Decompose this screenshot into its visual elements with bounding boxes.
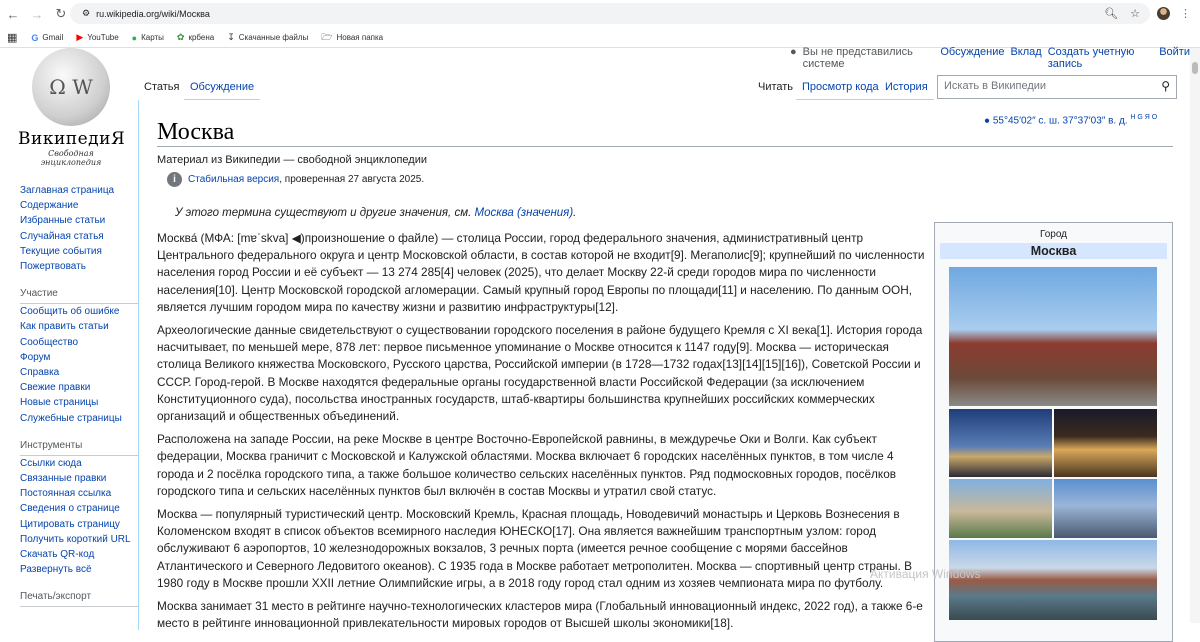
- not-logged-in: Вы не представились системе: [802, 46, 913, 70]
- divider: [20, 606, 138, 607]
- stable-version-notice: [167, 172, 424, 187]
- bookmarks-bar: [0, 28, 1200, 48]
- coordinates-text[interactable]: 55°45′02″ с. ш. 37°37′03″ в. д.: [992, 115, 1128, 127]
- url-text[interactable]: ru.wikipedia.org/wiki/Москва: [96, 8, 210, 19]
- sidebar-item-main-page[interactable]: Заглавная страница: [20, 185, 115, 196]
- tab-history[interactable]: История: [879, 76, 934, 100]
- address-bar[interactable]: [70, 3, 1150, 24]
- wiki-search-input[interactable]: [937, 75, 1177, 99]
- map-service-links[interactable]: H G Я O: [1130, 114, 1158, 121]
- sidebar-item-short-url[interactable]: Получить короткий URL: [20, 533, 131, 545]
- paragraph-geography: Расположена на западе России, на реке Москве в центре Восточно-Европейской равнины, в междуречье Оки и Волги. Как субъект федерации, Москва граничит с Московской и Калужской областями. Москва включает 6 городских населённых пунктов, в том числе 4 города и 2 посёлка городского типа, а также большое количество сельских населённых пунктов. Ряд подмосковных городов, посёлков городского типа и сельских населённых пунктов был включён в состав Москвы и утратил свой статус.: [157, 432, 897, 498]
- article-body: [157, 230, 927, 638]
- sidebar-item-expand-all[interactable]: Развернуть всё: [20, 564, 92, 576]
- user-talk-link[interactable]: Обсуждение: [940, 46, 1005, 58]
- sidebar-item-what-links-here[interactable]: Ссылки сюда: [20, 457, 82, 469]
- stable-version-date: , проверенная 27 августа 2025.: [279, 174, 425, 185]
- bookmark-youtube[interactable]: ▶ YouTube: [76, 32, 119, 42]
- scrollbar[interactable]: [1190, 48, 1200, 623]
- bookmark-downloads[interactable]: ↧ Скачанные файлы: [227, 32, 309, 42]
- photo-red-square[interactable]: [949, 267, 1157, 406]
- sidebar-item-permanent-link[interactable]: Постоянная ссылка: [20, 488, 112, 500]
- sidebar-item-special-pages[interactable]: Служебные страницы: [20, 412, 122, 424]
- photo-mgu[interactable]: [949, 479, 1052, 538]
- bookmark-maps[interactable]: ● Карты: [131, 32, 164, 43]
- folder-icon: 🗁︎: [321, 31, 333, 42]
- wikipedia-globe-icon: Ω W: [32, 48, 110, 126]
- page-title: Москва: [157, 119, 235, 145]
- maps-pin-icon: ●: [131, 32, 138, 43]
- youtube-icon: ▶: [76, 32, 84, 42]
- info-icon: i: [167, 172, 182, 187]
- sidebar-heading-tools: Инструменты: [20, 439, 83, 451]
- create-account-link[interactable]: Создать учетную запись: [1047, 46, 1135, 70]
- sidebar-item-how-to-edit[interactable]: Как править статьи: [20, 321, 109, 333]
- bookmark-gmail[interactable]: G Gmail: [31, 32, 64, 43]
- sidebar-item-qr-code[interactable]: Скачать QR-код: [20, 548, 95, 560]
- tab-talk[interactable]: Обсуждение: [184, 76, 260, 100]
- sidebar-item-help[interactable]: Справка: [20, 367, 60, 379]
- zoom-icon[interactable]: 🔍︎: [1104, 8, 1119, 20]
- back-icon[interactable]: ←: [6, 6, 20, 22]
- sidebar-item-donate[interactable]: Пожертвовать: [20, 261, 86, 273]
- paragraph-intro: Москва́ (МФА: [mɐˈskva] ◀)произношение о файле) — столица России, город федерального значения, административный центр Центрального федерального округа и центр Московской области, в состав которой не входит[9]. Мегаполис[9]; крупнейший по численности населения город России и её субъект — 13 274 285[4] человек (2025), что делает Москву 22-й среди городов мира по численности населения[10]. Центр Московской городской агломерации. Самый крупный город Европы по площади[11] и населению. По данным ООН, является лучшим городом мира по качеству жизни и развитию инфраструктуры[12].: [157, 231, 925, 314]
- tab-article[interactable]: Статья: [138, 76, 185, 100]
- sidebar-item-random[interactable]: Случайная статья: [20, 230, 104, 242]
- user-icon: ●: [790, 46, 797, 58]
- sidebar-item-page-info[interactable]: Сведения о странице: [20, 503, 120, 515]
- hatnote: У этого термина существуют и другие значения, см. Москва (значения).: [175, 207, 577, 219]
- infobox-title: Москва: [940, 243, 1167, 259]
- google-icon: G: [31, 32, 39, 43]
- sidebar-item-recent-changes[interactable]: Свежие правки: [20, 382, 91, 394]
- user-links: [790, 46, 1190, 70]
- sidebar-item-current-events[interactable]: Текущие события: [20, 245, 102, 257]
- paragraph-innovation: Москва занимает 31 место в рейтинге научно-технологических кластеров мира (Глобальный инновационный индекс, 2022 год), а также 6-е место в рейтинге инновационной привлекательности мировых городов от Высшей школы экономики[18].: [157, 599, 923, 631]
- stable-version-link[interactable]: Стабильная версия: [188, 174, 280, 185]
- scrollbar-thumb[interactable]: [1192, 62, 1198, 74]
- sidebar-heading-participation: Участие: [20, 288, 58, 300]
- infobox-label: Город: [1039, 229, 1068, 240]
- sidebar-item-featured[interactable]: Избранные статьи: [20, 215, 106, 227]
- apps-icon[interactable]: ▦: [7, 32, 18, 44]
- tagline: Свободная энциклопедия: [40, 149, 102, 167]
- sidebar-item-related-changes[interactable]: Связанные правки: [20, 473, 107, 485]
- leaf-icon: ✿: [176, 32, 185, 42]
- windows-activation-watermark: Активация Windows: [870, 567, 981, 581]
- photo-moscow-city[interactable]: [1054, 479, 1157, 538]
- sidebar-item-community[interactable]: Сообщество: [20, 336, 79, 348]
- browser-toolbar: [0, 0, 1200, 28]
- wordmark: ВикипедиЯ: [18, 129, 126, 149]
- forward-icon[interactable]: →: [30, 6, 44, 22]
- from-wikipedia: Материал из Википедии — свободной энциклопедии: [157, 154, 427, 166]
- photo-bolshoi[interactable]: [1054, 409, 1157, 477]
- tab-view-source[interactable]: Просмотр кода: [796, 76, 885, 100]
- wikipedia-page: [0, 46, 1190, 631]
- sidebar-heading-print: Печать/экспорт: [20, 591, 92, 603]
- contributions-link[interactable]: Вклад: [1010, 46, 1042, 58]
- wikipedia-logo[interactable]: [18, 48, 126, 167]
- sidebar-item-contents[interactable]: Содержание: [20, 200, 79, 212]
- bookmark-krbena[interactable]: ✿ крбена: [176, 32, 215, 42]
- reload-icon[interactable]: ↻: [55, 6, 67, 21]
- tab-read[interactable]: Читать: [752, 76, 799, 100]
- sidebar: [20, 183, 138, 607]
- photo-cathedral[interactable]: [949, 409, 1052, 477]
- disambiguation-link[interactable]: Москва (значения): [474, 207, 574, 219]
- globe-pin-icon: ●: [984, 115, 991, 127]
- bookmark-new-folder[interactable]: 🗁︎ Новая папка: [321, 30, 383, 46]
- coordinates[interactable]: [984, 114, 1157, 126]
- sidebar-item-report-error[interactable]: Сообщить об ошибке: [20, 306, 120, 318]
- sidebar-item-forum[interactable]: Форум: [20, 351, 51, 363]
- profile-avatar[interactable]: [1157, 7, 1170, 20]
- site-info-icon[interactable]: ⚙: [82, 8, 91, 18]
- search-icon[interactable]: ⚲: [1161, 79, 1170, 93]
- login-link[interactable]: Войти: [1159, 46, 1190, 58]
- menu-icon[interactable]: ⋮: [1180, 8, 1191, 20]
- bookmark-star-icon[interactable]: ☆: [1130, 8, 1140, 20]
- search-placeholder: Искать в Википедии: [944, 80, 1047, 92]
- sidebar-item-cite[interactable]: Цитировать страницу: [20, 518, 120, 530]
- paragraph-tourism: Москва — популярный туристический центр. Московский Кремль, Красная площадь, Новодевичий монастырь и Церковь Вознесения в Коломенском входят в список объектов всемирного наследия ЮНЕСКО[17]. Она является важнейшим транспортным узлом: город обслуживают 6 аэропортов, 10 железнодорожных вокзалов, 3 речных порта (имеется речное сообщение с морями бассейнов Атлантического и Северного Ледовитого океанов). С 1935 года в Москве работает метрополитен. Москва — спортивный центр страны. В 1980 году в Москве прошли XXII летние Олимпийские игры, а в 2018 году город стал одним из хозяев чемпионата мира по футболу.: [157, 507, 912, 590]
- title-underline: [157, 146, 1173, 147]
- sidebar-item-new-pages[interactable]: Новые страницы: [20, 397, 99, 409]
- paragraph-history: Археологические данные свидетельствуют о существовании городского поселения в районе будущего Кремля с XI века[1]. История города насчитывает, по меньшей мере, 878 лет: первое письменное упоминание о Москве относится к 1147 году[9]. Москва — историческая столица Великого княжества Московского, Русского царства, Российской империи (в 1728—1732 годах[13][14][15][16]), Советской России и СССР. Город-герой. В Москве находятся федеральные органы государственной власти Российской Федерации (за исключением Конституционного суда), посольства иностранных государств, штаб-квартиры большинства крупнейших российских коммерческих организаций и общественных объединений.: [157, 323, 923, 424]
- article-content: [138, 100, 1190, 630]
- download-icon: ↧: [227, 32, 235, 42]
